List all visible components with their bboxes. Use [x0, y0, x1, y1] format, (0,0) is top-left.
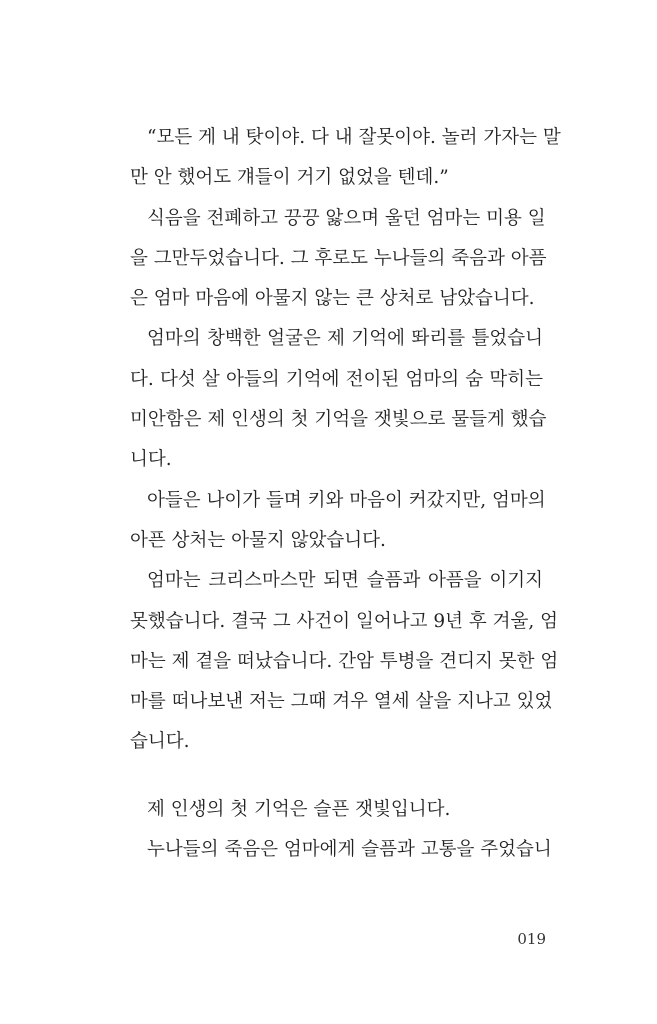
text-line: 습니다. — [130, 731, 190, 753]
text-line: 니다. — [130, 449, 172, 471]
text-line: 마를 떠나보낸 저는 그때 겨우 열세 살을 지나고 있었 — [130, 691, 553, 713]
text-line: 마는 제 곁을 떠났습니다. 간암 투병을 견디지 못한 엄 — [130, 650, 559, 672]
text-line: 미안함은 제 인생의 첫 기억을 잿빛으로 물들게 했습 — [130, 409, 547, 431]
text-line: 아픈 상처는 아물지 않았습니다. — [130, 529, 386, 551]
text-line: 엄마는 크리스마스만 되면 슬픔과 아픔을 이기지 — [147, 570, 543, 592]
text-line: 을 그만두었습니다. 그 후로도 누나들의 죽음과 아픔 — [130, 247, 547, 269]
text-line: 다. 다섯 살 아들의 기억에 전이된 엄마의 숨 막히는 — [130, 368, 543, 390]
page-number: 019 — [517, 930, 546, 948]
paragraph-block — [130, 796, 552, 877]
text-line: 아들은 나이가 들며 키와 마음이 커갔지만, 엄마의 — [147, 489, 546, 511]
text-line: 못했습니다. 결국 그 사건이 일어나고 9년 후 겨울, 엄 — [130, 610, 558, 632]
paragraph-block — [130, 124, 561, 769]
text-line: 제 인생의 첫 기억은 슬픈 잿빛입니다. — [147, 798, 451, 820]
text-line: 식음을 전폐하고 끙끙 앓으며 울던 엄마는 미용 일 — [147, 207, 546, 229]
body-text — [130, 124, 561, 876]
section-break — [130, 769, 543, 796]
text-line: 누나들의 죽음은 엄마에게 슬픔과 고통을 주었습니 — [147, 839, 552, 861]
text-line: “모든 게 내 탓이야. 다 내 잘못이야. 놀러 가자는 말 — [147, 127, 561, 148]
text-line: 엄마의 창백한 얼굴은 제 기억에 똬리를 틀었습니 — [147, 328, 543, 350]
text-line: 은 엄마 마음에 아물지 않는 큰 상처로 남았습니다. — [130, 288, 535, 310]
text-line: 만 안 했어도 걔들이 거기 없었을 텐데.” — [130, 167, 449, 189]
